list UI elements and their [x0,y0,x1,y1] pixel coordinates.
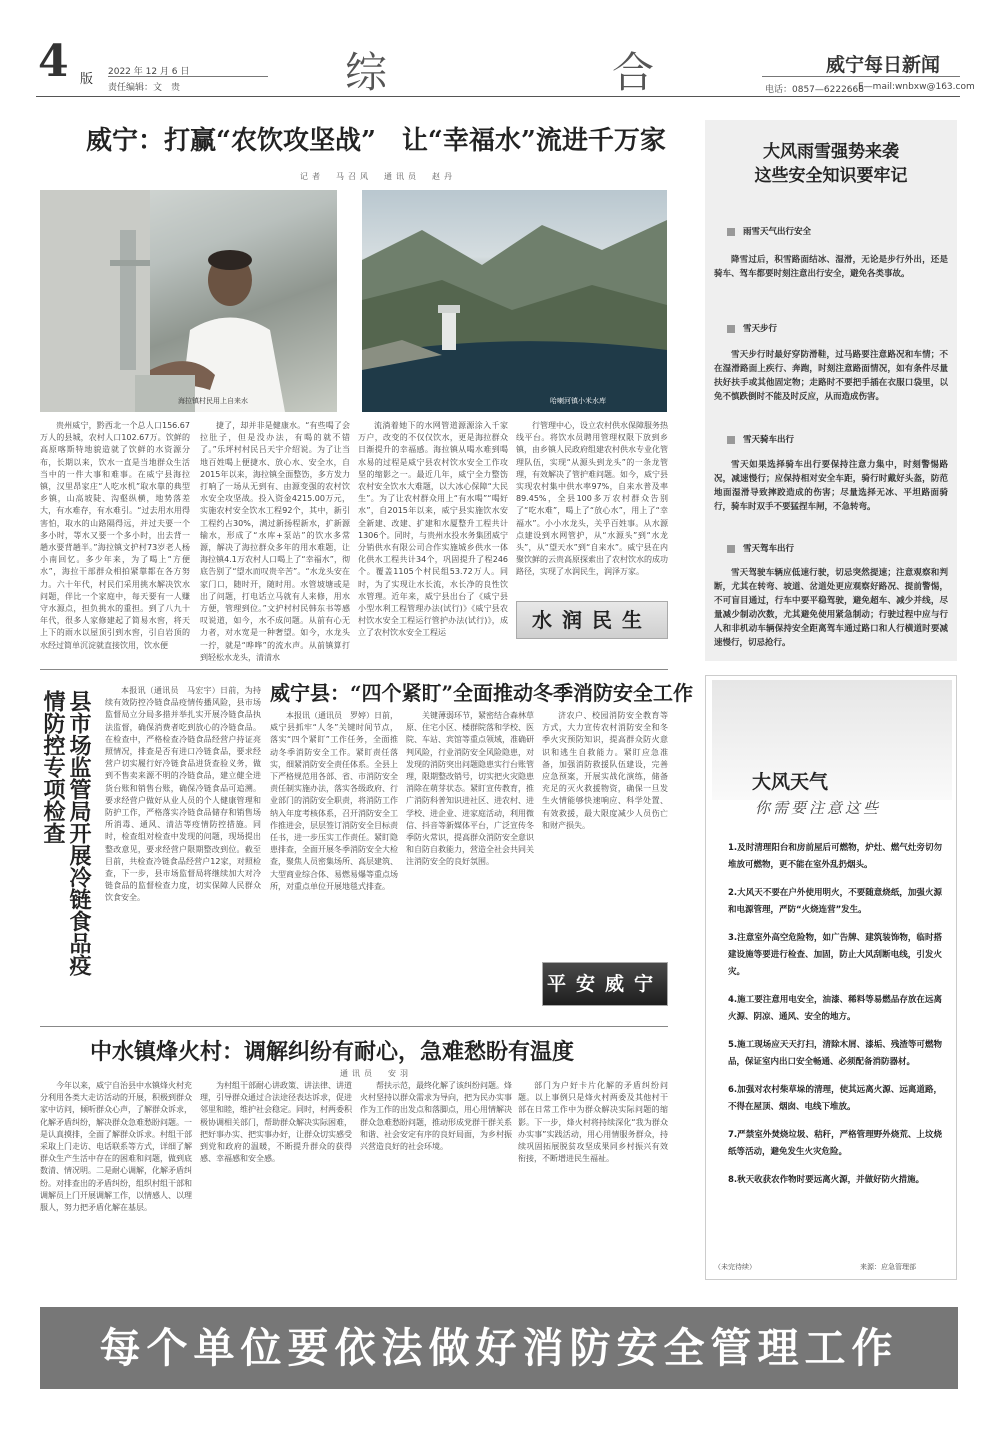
cold-chain-vtitle [40,690,100,980]
sidebar-section-1-paragraph: 降雪过后，积雪路面结冰、湿滑，无论是步行外出，还是骑车、驾车都要时刻注意出行安全，避免各类事故。 [714,255,948,279]
cold-chain-title-text: 县市场监管局开展冷链食品疫情防控专项检查 [40,690,92,976]
sidebar-section-4-paragraph: 雪天驾驶车辆应低速行驶，切忌突然提速；注意观察和判断，尤其在转弯、坡道、岔道处更应观察好路况、提前警惕，不可盲目通过，行车中要平稳驾驶，避免超车、减少并线，尽量减少制动次数，尤其避免使用紧急制动；行驶过程中应与行人和非机动车辆保持安全距离驾车通过路口和人行横道时要减速慢行，切忌抢行。 [714,568,948,648]
tip-item-8: 8.秋天收获农作物时要远离火源，并做好防火措施。 [728,1175,925,1185]
fire-paragraph-3: 济农户、校园消防安全教育等方式，大力宣传农村消防安全和冬季火灾预防知识，提高群众防火意识和逃生自救能力。紧盯应急准备，加强消防救援队伍建设，完善应急预案，开展实战化演练，储备充足的灭火救援物资，确保一旦发生火情能够快速响应、科学处置、有效救援，最大限度减少人员伤亡和财产损失。 [542,711,668,830]
photo-villager-tap-water [40,190,337,412]
sidebar-title-line-2: 这些安全知识要牢记 [754,166,908,186]
page-number: 4 [38,36,69,87]
tip-item-6: 6.加强对农村柴草垛的清理，使其远离火源、远离道路，不得在屋顶、烟囱、电线下堆放。 [728,1085,942,1112]
divider-lead [40,669,668,670]
mediation-col-2 [200,1080,352,1290]
fire-col-3 [542,710,668,960]
fire-col-2 [406,710,534,1020]
tip-item-2: 2.大风天不要在户外使用明火，不要随意烧纸，加强火源和电源管理，严防“火烧连营”发生。 [728,888,942,915]
tips-source: 来源：应急管理部 [860,1263,916,1271]
tip-item-7: 7.严禁室外焚烧垃圾、秸秆，严格管理野外烧荒、上坟烧纸等活动，避免发生火灾危险。 [728,1130,942,1157]
tag-safe-weining: 平安威宁 [542,962,668,1006]
mediation-paragraph-2: 为村组干部耐心讲政策、讲法律、讲道理，引导群众通过合法途径表达诉求，促进邻里和睦，维护社会稳定。同时，村两委积极协调相关部门，帮助群众解决实际困难，把好事办实、把实事办好，让群众切实感受到党和政府的温暖，不断提升群众的获得感、幸福感和安全感。 [200,1081,352,1164]
divider-fire [40,1026,668,1027]
sidebar-section-2-text [714,348,948,404]
bullet-square-icon [727,545,735,553]
slogan-banner: 每个单位要依法做好消防安全管理工作 [40,1307,958,1389]
tip-item-4: 4.施工要注意用电安全，油漆、稀料等易燃品存放在远离火源、阴凉、通风、安全的地方。 [728,995,942,1022]
contact-email: E—mail:wnbxw@163.com [858,82,975,92]
section-title-char-1: 综 [345,48,388,97]
mediation-col-1 [40,1080,192,1290]
sidebar-title [705,140,957,188]
sidebar-section-2-label: 雪天步行 [743,324,778,334]
lead-byline: 记者 马召风 通讯员 赵丹 [300,172,456,181]
paper-name: 威宁每日新闻 [826,54,941,76]
mediation-headline: 中水镇烽火村：调解纠纷有耐心，急难愁盼有温度 [90,1039,575,1065]
lead-col-1 [40,420,190,682]
tips-subtitle: 你需要注意这些 [755,799,882,817]
sidebar-section-3-text [714,458,948,514]
cold-chain-body [105,685,261,1021]
sidebar-section-4-head [727,542,794,554]
mediation-col-4 [518,1080,668,1290]
sidebar-section-3-label: 雪天骑车出行 [743,435,795,445]
tag-water-livelihood: 水润民生 [516,601,668,639]
contact-phone: 电话：0857—6222668 [765,85,864,95]
mediation-paragraph-4: 部门为户好卡片化解的矛盾纠纷问题。以上事例只是烽火村两委及其他村干部在日常工作中为群众解决实际问题的缩影。下一步，烽火村将持续深化“我为群众办实事”实践活动，用心用情服务群众，持续巩固拓展脱贫攻坚成果同乡村振兴有效衔接，不断增进民生福祉。 [518,1081,668,1164]
section-title-char-2: 合 [612,48,655,97]
photo-reservoir [362,190,667,412]
header-rule [36,96,960,97]
sidebar-section-2-head [727,322,777,334]
fire-paragraph-1: 本报讯（通讯员 罗婷）日前，威宁县抓牢“人冬”关键时间节点，落实“四个紧盯”工作任务，全面推动冬季消防安全工作。紧盯责任落实，细紧消防安全责任体系。全县上下严格规范用各部、省、市消防安全责任制实施办法，落实各级政府、行业部门的消防安全职责，将消防工作纳入年度考核体系，召开消防安全工作推进会，层层签订消防安全目标责任书，进一步压实工作责任。紧盯隐患排查，全面开展冬季消防安全大检查，聚焦人员密集场所、高层建筑、大型商业综合体、易燃易爆等重点场所，对重点单位开展地毯式排查。 [270,711,398,891]
fire-col-1 [270,710,398,1020]
sidebar-section-3-head [727,433,794,445]
lead-col-3 [358,420,508,682]
mediation-col-3 [360,1080,512,1290]
bullet-square-icon [727,436,735,444]
lead-paragraph-2: 捷了，却并非是健康水。“有些喝了会拉肚子，但是没办法，有喝的就不错了。”乐坪村村民吕天宇介绍说。为了让当地百姓喝上便捷水、放心水、安全水，自2015年以来，海拉镇全面整饬，多方发力打响了一场从无到有、由源变强的农村饮水安全攻坚战。投入资金4215.00万元，实施农村安全饮水工程92个，其中，新引工程约占30%，满过新扬程新水，扩新源输水，形成了“水库+泵站”的饮水多常源，解决了海拉群众多年的用水难题，让海拉镇4.1万农村人口喝上了“幸福水”，彻底告别了“望水而叹贵辛苦”。“水龙头安在家门口，随时开，随时用。水管坡塘或是出了问题，打电话立马就有人来修，用水方便，管理到位。”文护村村民韩东书等感叹说道，如今，水不成问题。从前有心无力者，对水宽是一种奢望。如今，水龙头一拧，就是“哗哗”的流水声。从前镇算打到轻松水龙头，清清水 [200,421,350,662]
fire-paragraph-2: 关键薄弱环节，紧密结合森林草原、住宅小区、楼群院落和学校、医院、车站、宾馆等重点领域，准确研判风险，行业消防安全风险隐患，对发现的消防突出问题隐患实行台账管理，限期整改销号，切实把火灾隐患消除在萌芽状态。紧盯宣传教育，推广消防科普知识进社区、进农村、进学校、进企业、进家庭活动，利用微信、抖音等新媒体平台，广泛宣传冬季防火常识，提高群众消防安全意识和自防自救能力，营造全社会共同关注消防安全的良好氛围。 [406,711,534,867]
lead-col-4 [516,420,668,598]
cold-chain-paragraph: 本报讯（通讯员 马宏宇）日前，为持续有效防控冷链食品疫情传播风险，县市场监督局立分局多措并举扎实开展冷链食品执法监督，确保消费者吃到放心的冷链食品。在检查中，严格检查冷链食品经营户持证亮照情况，排查是否有进口冷链食品，要求经营户切实履行好冷链食品进货查验义务，做到不售卖来源不明的冷链食品，建立健全进货台账和销售台账，确保冷链食品可追溯。要求经营户做好从业人员的个人健康管理和防护工作，严格落实冷链食品储存和销售场所消毒、通风、清洁等疫情防控措施。同时，检查组对检查中发现的问题，现场提出整改意见，要求经营户限期整改到位。截至目前，共检查冷链食品经营户12家，对照检查，下一步，县市场监督局将继续加大对冷链食品的监督检查力度，切实保障人民群众饮食安全。 [105,686,261,903]
sidebar-section-3-paragraph: 雪天如果选择骑车出行要保持注意力集中，时刻警惕路况，减速慢行；应保持相对安全车距，骑行时戴好头盔，防范地面湿滑导致摔跤造成的伤害；尽量选择无冰、平坦路面骑行，骑车时双手不要猛捏车闸，不急转弯。 [714,460,948,512]
tips-list [728,840,942,1189]
sidebar-section-1-text [714,253,948,281]
tips-header-graphic [712,680,952,800]
mediation-paragraph-1: 今年以来，威宁自治县中水镇烽火村充分利用各类大走访活动的开展，积极到群众家中访问，倾听群众心声，了解群众诉求，化解矛盾纠纷，解决群众急难愁盼问题。一是认真摸排，全面了解群众诉求。村组干部采取上门走访、电话联系等方式，详细了解群众生产生活中存在的困难和问题，做到底数清、情况明。二是耐心调解，化解矛盾纠纷。对排查出的矛盾纠纷，组织村组干部和调解员上门开展调解工作，以情感人、以理服人，努力把矛盾化解在基层。 [40,1081,192,1213]
header-rule-short [108,76,268,77]
header-rule-right [762,76,960,77]
mediation-paragraph-3: 帮扶示范，最终化解了该纠纷问题。烽火村坚持以群众需求为导向，把为民办实事作为工作的出发点和落脚点，用心用情解决群众急难愁盼问题，推动形成党群干群关系和谐、社会安定有序的良好局面，为乡村振兴营造良好的社会环境。 [360,1081,512,1152]
tips-note: （未完待续） [714,1263,756,1271]
sidebar-section-2-paragraph: 雪天步行时最好穿防滑鞋，过马路要注意路况和车情；不在湿滑路面上疾行、奔跑，时刻注意路面情况，如有条件尽量扶好扶手或其他固定物；走路时不要把手插在衣服口袋里，以免不慎跌倒时不能及时反应，从而造成伤害。 [714,350,948,402]
editor-credit: 责任编辑：文 贵 [108,83,181,93]
issue-date: 2022 年 12 月 6 日 [108,67,190,77]
sidebar-section-1-head [727,225,811,237]
lead-paragraph-3: 流淌着她下的水网管道源源涂入千家万户，改变的不仅仅饮水，更是海拉群众日渐提升的幸福感。海拉镇从喝水难到喝水易的过程是威宁县农村饮水安全工作攻坚的缩影之一。最近几年，威宁全力整饬农村安全饮水大难题，以大冰心保障“大民生”。为了让农村群众用上“有水喝”“喝好水”，自2015年以来，威宁县实施饮水安全新建、改建、扩建和水厦整升工程共计1306个。同时，与贵州水投水务集团威宁分销供水有限公司合作实施城乡供水一体化供水工程共计34个，巩固提升了程246个。覆盖1105个村民组53.72万人。同时，为了实现让水长流，水长净的良性饮水管理。近年来，威宁县出台了《威宁县小型水利工程管理办法(试行)》《威宁县农村饮水安全工程运行管护办法(试行)》，成立了农村饮水安全工程运 [358,421,508,638]
fire-headline: 威宁县：“四个紧盯”全面推动冬季消防安全工作 [270,681,694,705]
photo2-caption: 哈喇河镇小米水库 [550,397,606,405]
page-ban-label: 版 [80,72,94,87]
lead-paragraph-4: 行管理中心，设立农村供水保障服务热线平台。将饮水员聘用管理权限下放到乡镇，由乡镇人民政府组建农村供水专业化管理队伍，实现“从源头到龙头”的一条龙管理，有效解决了管护难问题。如今，威宁县实现农村集中供水率97%，自来水普及率89.45%，全县100多万农村群众告别了“吃水难”，喝上了“放心水”，用上了“幸福水”。小小水龙头，关乎百姓事。从水源点建设到水网管护，从“水源头”到“水龙头”，从“望天水”到“自来水”。威宁县在内聚饮鲜的云贵高原探索出了农村饮水的成功路径，实现了水润民生，润泽万家。 [516,421,668,577]
lead-paragraph-1: 贵州威宁，黔西北一个总人口156.67万人的县城，农村人口102.67万。饮鲜的高原喀斯特地貌造就了饮鲜的水资源分布，长期以来，饮水一直是当地群众生活当中的一件大事和难事。在威宁县海拉镇，汉里昂家庄“人吃水机”取水靠的典型乡镇，山高坡陡、沟壑纵横，地势落差大，有水难存，有水难引。“过去用水用得害怕，取水的山路隔得远，并过夫要一个多小时，等水又要一个多小时，出去背一趟水要背趟半。”海拉镇文护村73岁老人杨小南回忆。多少年来，为了喝上“方便水”，海拉干部群众相拍紧靠都在各方努力。六十年代，村民们采用挑水解决饮水问题，伴比一个家庭中，每天要有一人赚守水源点，担负挑水的重担。到了八九十年代，很多人家修建起了简易水窖，将天上下的雨水以屋顶引到水窖，引自岩顶的水经过简单沉淀就直接饮用，饮水便 [40,421,190,650]
bullet-square-icon [727,325,735,333]
mediation-byline: 通讯员 安羽 [340,1069,412,1078]
sidebar-title-line-1: 大风雨雪强势来袭 [763,142,899,162]
tip-item-5: 5.施工现场应天天打扫，清除木屑、漆垢、残渣等可燃物品，保证室内出口安全畅通、必须配备消防器材。 [728,1040,942,1067]
bullet-square-icon [727,228,735,236]
sidebar-section-1-label: 雨雪天气出行安全 [743,227,812,237]
lead-headline: 威宁：打赢“农饮攻坚战” 让“幸福水”流进千万家 [86,126,666,156]
sidebar-section-4-label: 雪天驾车出行 [743,544,795,554]
lead-col-2 [200,420,350,682]
tips-title: 大风天气 [752,771,829,793]
photo1-caption: 海拉镇村民用上自来水 [178,397,248,405]
tip-item-3: 3.注意室外高空危险物，如广告牌、建筑装饰物，临时搭建设施等要进行检查、加固，防止大风刮断电线，引发火灾。 [728,933,942,977]
tip-item-1: 1.及时清理阳台和房前屋后可燃物，炉灶、燃气灶旁切勿堆放可燃物，更不能在室外乱扔烟头。 [728,843,942,870]
sidebar-section-4-text [714,566,948,650]
